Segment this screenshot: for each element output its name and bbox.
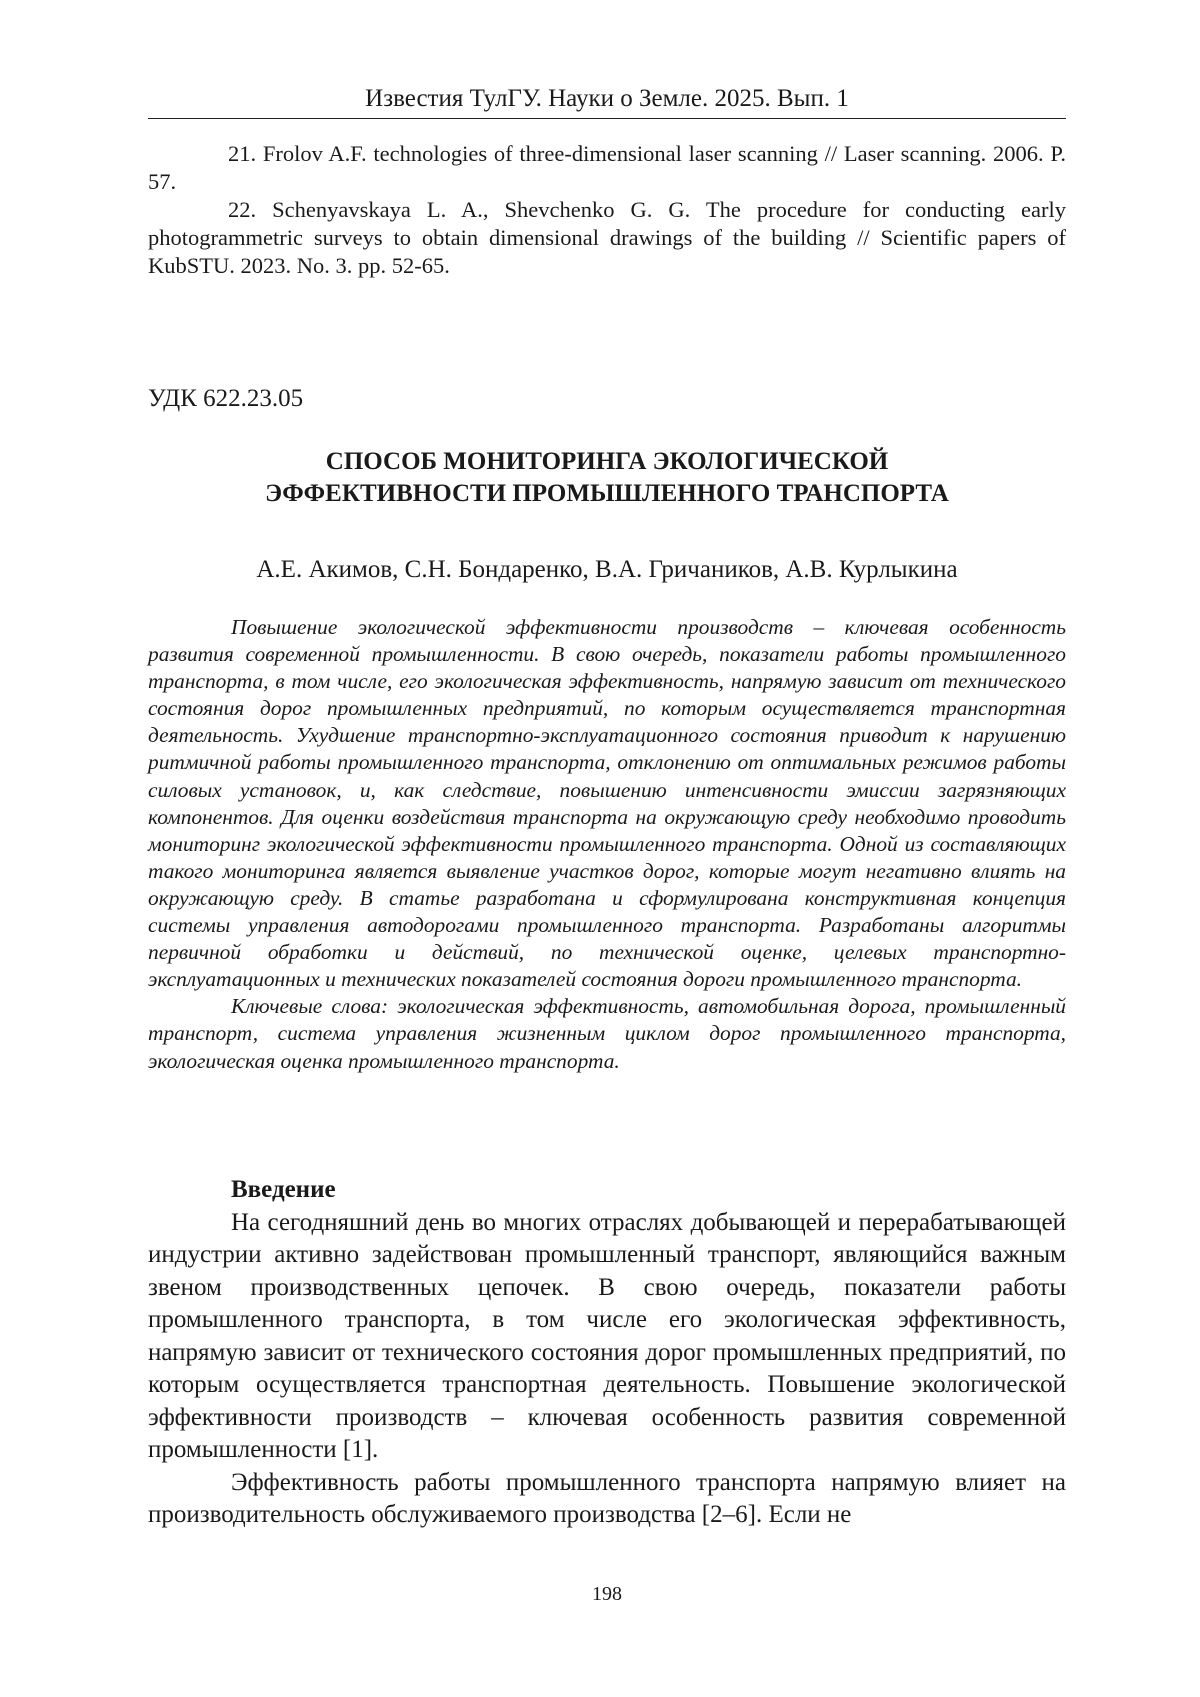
running-head: Известия ТулГУ. Науки о Земле. 2025. Вып. 1 [365,85,849,112]
section-heading: Введение [231,1176,336,1203]
keywords: Ключевые слова: экологическая эффективность, автомобильная дорога, промышленный транспорт, система управления жизненным циклом дорог промышленного транспорта, экологическая оценка промышленного транспорта. [148,994,1066,1073]
introduction-section [148,1174,1066,1532]
body-paragraph: На сегодняшний день во многих отраслях добывающей и перерабатывающей индустрии активно задействован промышленный транспорт, являющийся важным звеном производственных цепочек. В свою очередь, показатели работы промышленного транспорта, в том числе его экологическая эффективность, напрямую зависит от технического состояния дорог промышленных предприятий, по которым осуществляется транспортная деятельность. Повышение экологической эффективности производств – ключевая особенность развития современной промышленности [1]. [148,1208,1066,1463]
reference-item: 22. Schenyavskaya L. A., Shevchenko G. G. The procedure for conducting early photogrammetric surveys to obtain dimensional drawings of the building // Scientific papers of KubSTU. 2023. No. 3. pp. 52-65. [148,197,1066,278]
reference-list [148,140,1066,280]
abstract-text: Повышение экологической эффективности производств – ключевая особенность развития современной промышленности. В свою очередь, показатели работы промышленного транспорта, в том числе, его экологическая эффективность, напрямую зависит от технического состояния дорог промышленных предприятий, по которым осуществляется транспортная деятельность. Ухудшение транспортно-эксплуатационного состояния приводит к нарушению ритмичной работы промышленного транспорта, отклонению от оптимальных режимов работы силовых установок, и, как следствие, повышению интенсивности эмиссии загрязняющих компонентов. Для оценки воздействия транспорта на окружающую среду необходимо проводить мониторинг экологической эффективности промышленного транспорта. Одной из составляющих такого мониторинга является выявление участков дорог, которые могут негативно влиять на окружающую среду. В статье разработана и сформулирована конструктивная концепция системы управления автодорогами промышленного транспорта. Разработаны алгоритмы первичной обработки и действий, по технической оценке, целевых транспортно-эксплуатационных и технических показателей состояния дороги промышленного транспорта. [148,615,1066,992]
body-paragraph: Эффективность работы промышленного транспорта напрямую влияет на производительность обслуживаемого производства [2–6]. Если не [148,1468,1066,1528]
authors: А.Е. Акимов, С.Н. Бондаренко, В.А. Гричаников, А.В. Курлыкина [256,556,958,583]
article-title-line: СПОСОБ МОНИТОРИНГА ЭКОЛОГИЧЕСКОЙ [325,448,889,475]
header-rule [148,118,1066,119]
page-number: 198 [592,1583,622,1605]
abstract [148,614,1066,1075]
udk-code: УДК 622.23.05 [148,385,304,412]
reference-item: 21. Frolov A.F. technologies of three-dimensional laser scanning // Laser scanning. 2006. P. 57. [148,141,1066,194]
article-title [148,446,1066,510]
article-title-line: ЭФФЕКТИВНОСТИ ПРОМЫШЛЕННОГО ТРАНСПОРТА [265,480,949,507]
